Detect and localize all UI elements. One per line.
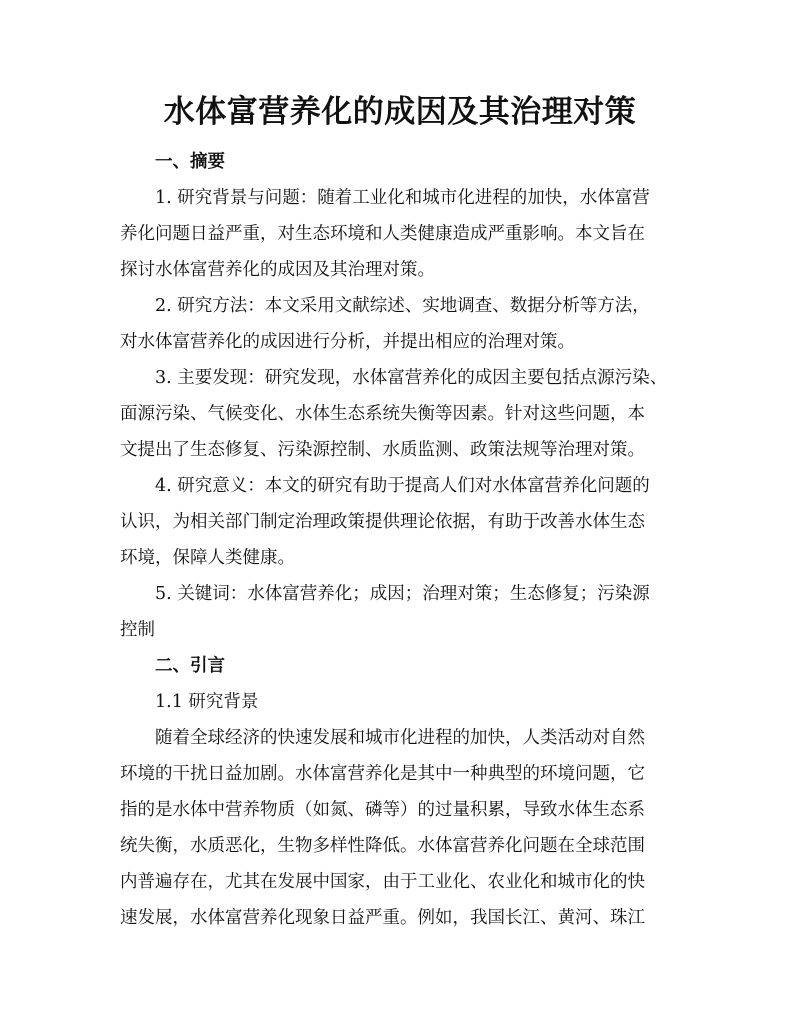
abstract-p3-line: 面源污染、气候变化、水体生态系统失衡等因素。针对这些问题，本 — [120, 404, 645, 424]
intro-p1-line: 速发展，水体富营养化现象日益严重。例如，我国长江、黄河、珠江 — [120, 908, 645, 928]
intro-p1-line: 内普遍存在，尤其在发展中国家，由于工业化、农业化和城市化的快 — [120, 872, 645, 892]
abstract-p4-line: 环境，保障人类健康。 — [120, 548, 295, 568]
abstract-p1-line: 探讨水体富营养化的成因及其治理对策。 — [120, 260, 435, 280]
intro-p1-line: 统失衡，水质恶化，生物多样性降低。水体富营养化问题在全球范围 — [120, 836, 645, 856]
abstract-p1-line: 1. 研究背景与问题：随着工业化和城市化进程的加快，水体富营 — [155, 188, 650, 208]
abstract-p5-line: 5. 关键词：水体富营养化；成因；治理对策；生态修复；污染源 — [155, 584, 650, 604]
abstract-p3-line: 文提出了生态修复、污染源控制、水质监测、政策法规等治理对策。 — [120, 440, 645, 460]
document-title: 水体富营养化的成因及其治理对策 — [163, 94, 637, 130]
abstract-p5-line: 控制 — [120, 620, 155, 640]
section-heading-intro: 二、引言 — [155, 656, 225, 676]
abstract-p1-line: 养化问题日益严重，对生态环境和人类健康造成严重影响。本文旨在 — [120, 224, 645, 244]
subsection-heading: 1.1 研究背景 — [155, 692, 259, 712]
section-heading-abstract: 一、摘要 — [155, 152, 225, 172]
abstract-p4-line: 认识，为相关部门制定治理政策提供理论依据，有助于改善水体生态 — [120, 512, 645, 532]
intro-p1-line: 指的是水体中营养物质（如氮、磷等）的过量积累，导致水体生态系 — [120, 800, 645, 820]
abstract-p4-line: 4. 研究意义：本文的研究有助于提高人们对水体富营养化问题的 — [155, 476, 650, 496]
intro-p1-line: 环境的干扰日益加剧。水体富营养化是其中一种典型的环境问题，它 — [120, 764, 645, 784]
abstract-p2-line: 2. 研究方法：本文采用文献综述、实地调查、数据分析等方法， — [155, 296, 650, 316]
abstract-p2-line: 对水体富营养化的成因进行分析，并提出相应的治理对策。 — [120, 332, 575, 352]
intro-p1-line: 随着全球经济的快速发展和城市化进程的加快，人类活动对自然 — [155, 728, 645, 748]
abstract-p3-line: 3. 主要发现：研究发现，水体富营养化的成因主要包括点源污染、 — [155, 368, 668, 388]
